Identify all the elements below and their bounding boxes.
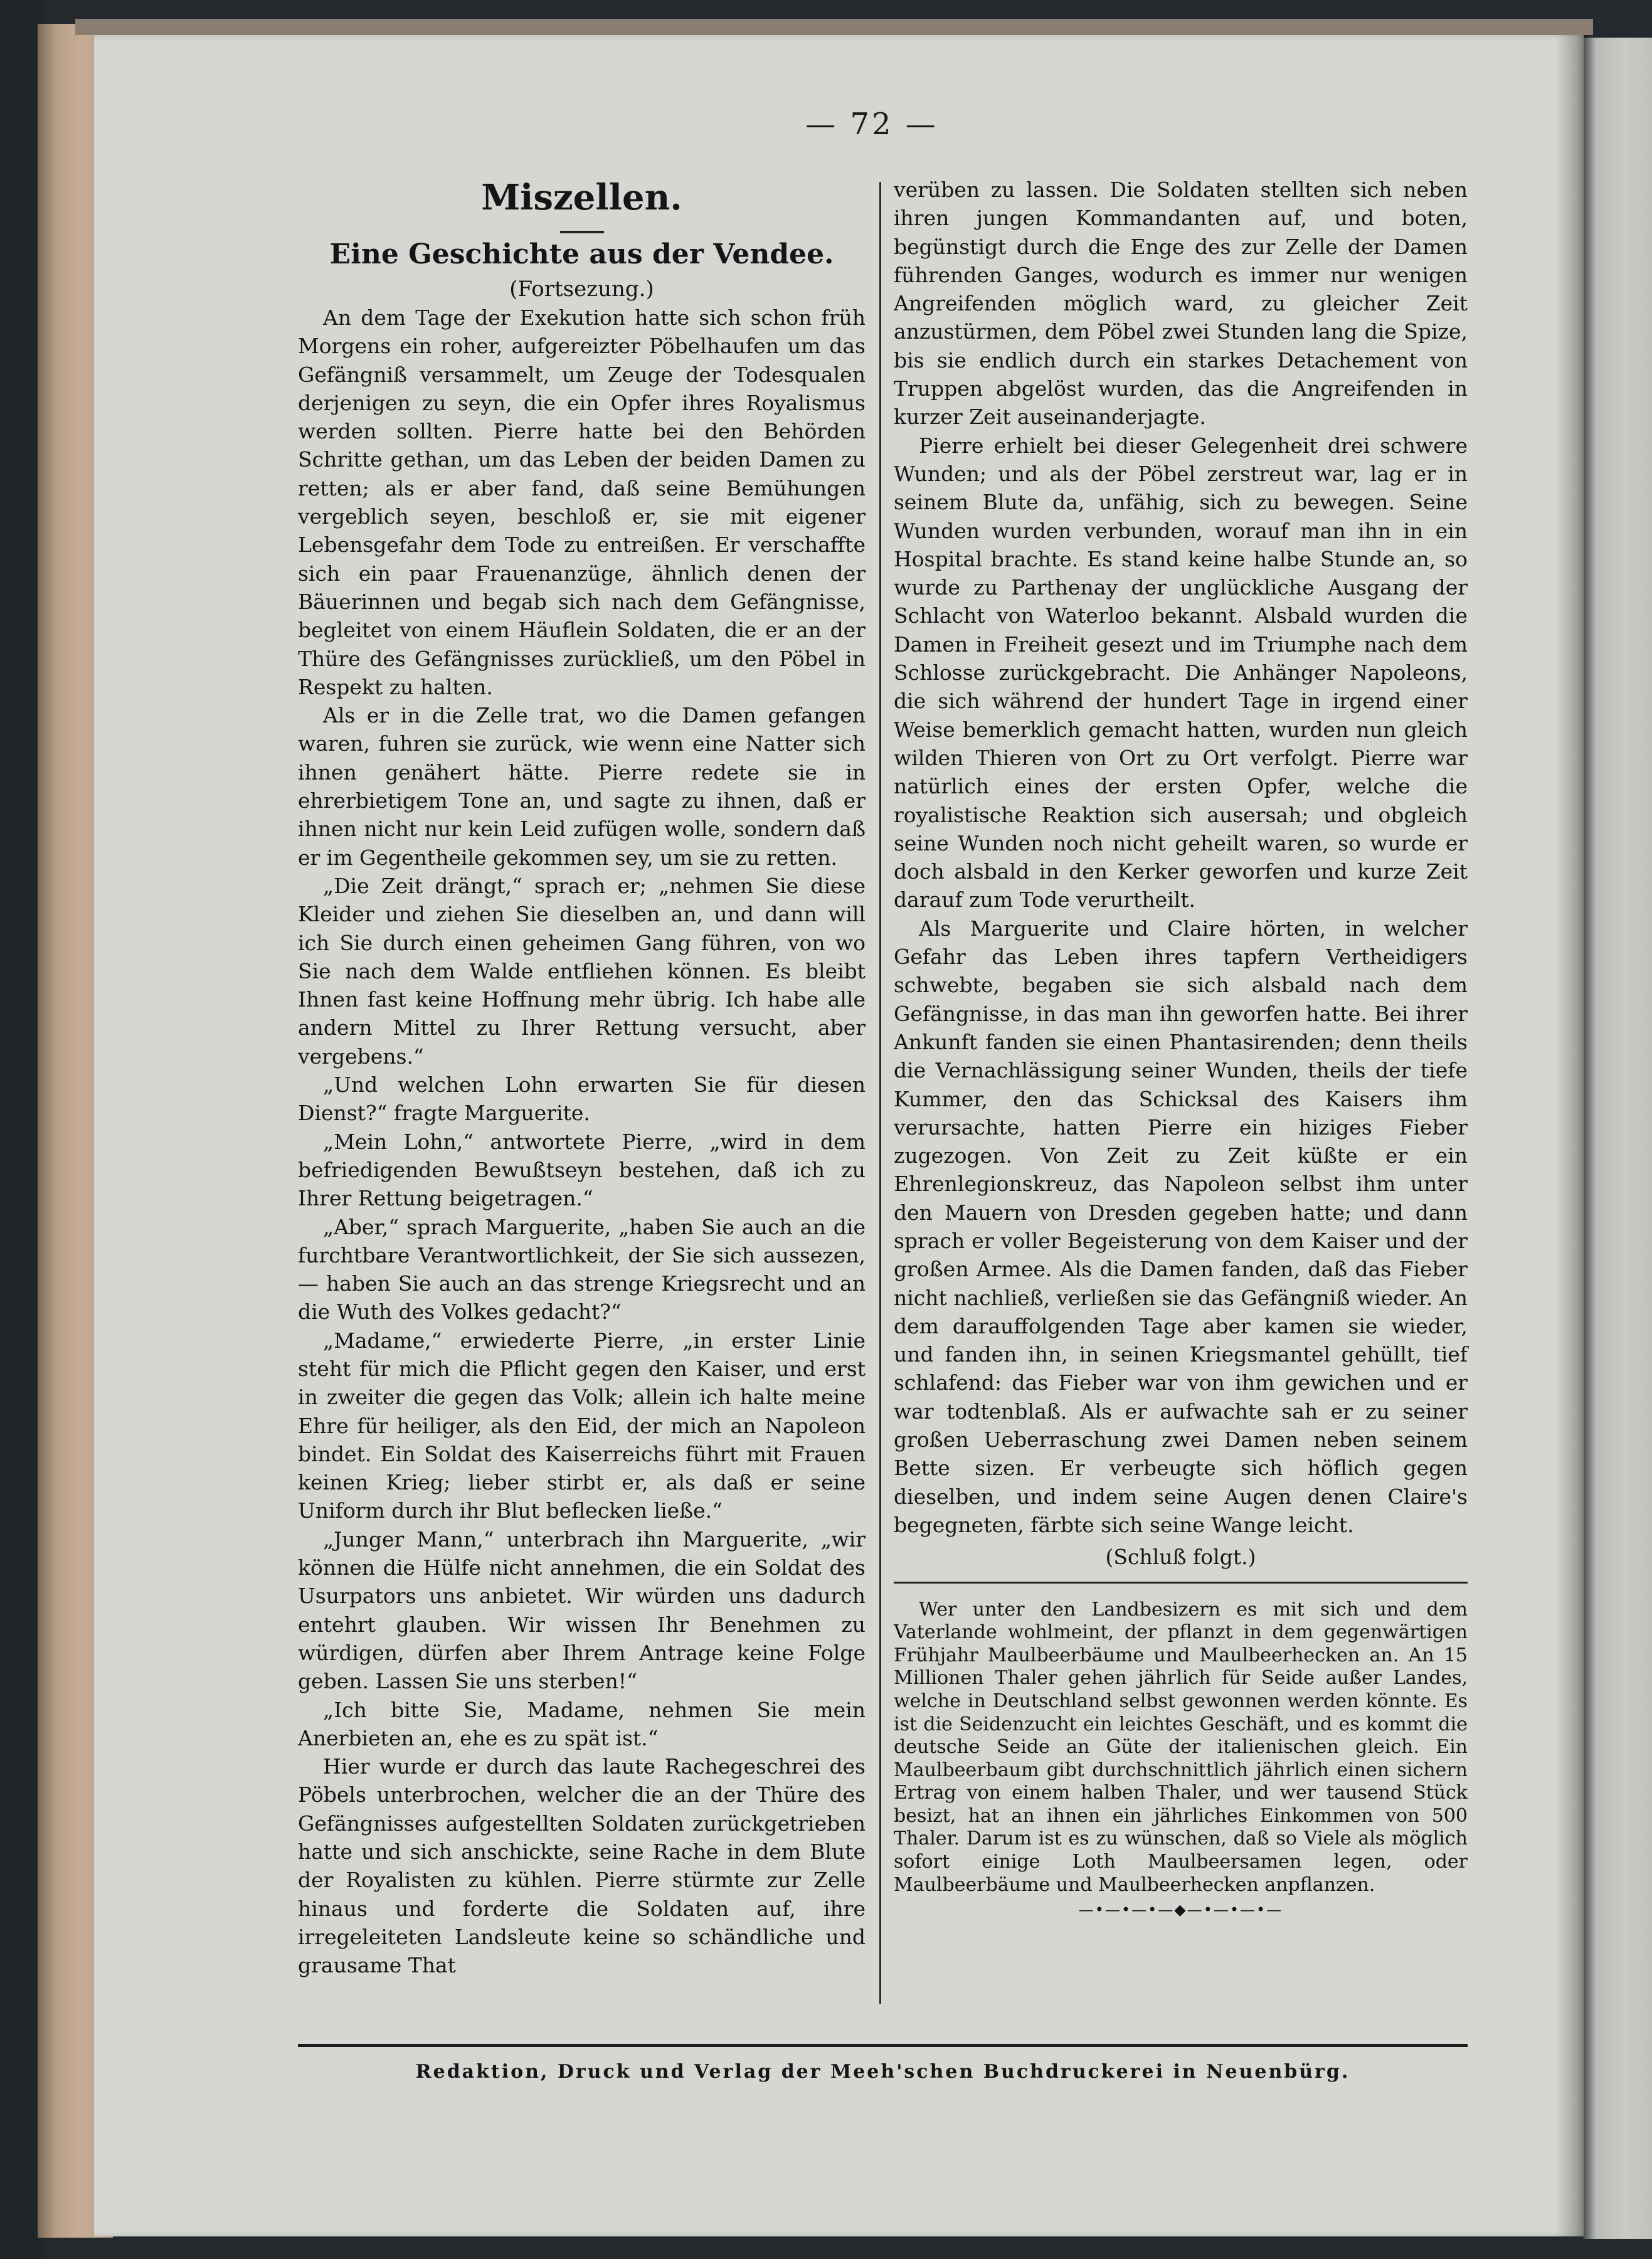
left-column	[298, 176, 866, 1980]
right-column	[894, 176, 1468, 1919]
paragraph: „Madame,“ erwiederte Pierre, „in erster Linie steht für mich die Pflicht gegen den Kaiser, und erst in zweiter die gegen das Volk; allein ich halte meine Ehre für heiliger, als den Eid, der mich an Napoleon bindet. Ein Soldat des Kaiserreichs führt mit Frauen keinen Krieg; lieber stirbt er, als daß er seine Uniform durch ihr Blut beflecken ließe.“	[298, 1328, 866, 1523]
paragraph: „Die Zeit drängt,“ sprach er; „nehmen Sie diese Kleider und ziehen Sie dieselben an, und dann will ich Sie durch einen geheimen Gang führen, von wo Sie nach dem Walde entfliehen können. Es bleibt Ihnen fast keine Hoffnung mehr übrig. Ich habe alle andern Mittel zu Ihrer Rettung versucht, aber vergebens.“	[298, 873, 866, 1069]
paragraph: „Mein Lohn,“ antwortete Pierre, „wird in dem befriedigenden Bewußtseyn bestehen, daß ich zu Ihrer Rettung beigetragen.“	[298, 1129, 866, 1211]
paragraph: verüben zu lassen. Die Soldaten stellten sich neben ihren jungen Kommandanten auf, und boten, begünstigt durch die Enge des zur Zelle der Damen führenden Ganges, wodurch es immer nur wenigen Angreifenden möglich ward, zu gleicher Zeit anzustürmen, dem Pöbel zwei Stunden lang die Spize, bis sie endlich durch ein starkes Detachement von Truppen abgelöst wurden, das die Angreifenden in kurzer Zeit auseinanderjagte.	[894, 177, 1468, 430]
story-subtitle: (Fortsezung.)	[509, 277, 654, 302]
notice-paragraph: Wer unter den Landbesizern es mit sich und dem Vaterlande wohlmeint, der pflanzt in dem gegenwärtigen Frühjahr Maulbeerbäume und Maulbeerhecken an. An 15 Millionen Thaler gehen jährlich für Seide außer Landes, welche in Deutschland selbst gewonnen werden könnte. Es ist die Seidenzucht ein leichtes Geschäft, und es kommt die deutsche Seide an Güte der italienischen gleich. Ein Maulbeerbaum gibt durchschnittlich jährlich einen sichern Ertrag von einem halben Thaler, und wer tausend Stück besizt, hat an ihnen ein jährliches Einkommen von 500 Thaler. Darum ist es zu wünschen, daß so Viele als möglich sofort einige Loth Maulbeersamen legen, oder Maulbeerbäume und Maulbeerhecken anpflanzen.	[894, 1598, 1468, 1896]
paragraph: „Junger Mann,“ unterbrach ihn Marguerite, „wir können die Hülfe nicht annehmen, die ein Soldat des Usurpators uns anbietet. Wir würden uns dadurch entehrt glauben. Wir wissen Ihr Benehmen zu würdigen, dürfen aber Ihrem Antrage keine Folge geben. Lassen Sie uns sterben!“	[298, 1526, 866, 1694]
page-top-edge	[75, 19, 1593, 35]
paragraph: Als Marguerite und Claire hörten, in welcher Gefahr das Leben ihres tapfern Vertheidigers schwebte, begaben sie sich alsbald nach dem Gefängnisse, in das man ihn geworfen hatte. Bei ihrer Ankunft fanden sie einen Phantasirenden; denn theils die Vernachlässigung seiner Wunden, theils der tiefe Kummer, den das Schicksal des Kaisers ihm verursachte, hatten Pierre ein hiziges Fieber zugezogen. Von Zeit zu Zeit küßte er ein Ehrenlegionskreuz, das Napoleon selbst ihm unter den Mauern von Dresden gegeben hatte; und dann sprach er voller Begeisterung von dem Kaiser und der großen Armee. Als die Damen fanden, daß das Fieber nicht nachließ, verließen sie das Gefängniß wieder. An dem darauffolgenden Tage aber kamen sie wieder, und fanden ihn, in seinen Kriegsmantel gehüllt, tief schlafend: das Fieber war von ihm gewichen und er war todtenblaß. Als er aufwachte sah er zu seiner großen Ueberraschung zwei Damen neben seinem Bette sizen. Er verbeugte sich höflich gegen dieselben, und indem seine Augen denen Claire's begegneten, färbte sich seine Wange leicht.	[894, 916, 1468, 1537]
section-rule	[894, 1582, 1468, 1584]
paragraph: „Aber,“ sprach Marguerite, „haben Sie auch an die furchtbare Verantwortlichkeit, der Sie sich aussezen, — haben Sie auch an das strenge Kriegsrecht und an die Wuth des Volkes gedacht?“	[298, 1214, 866, 1325]
page-number: — 72 —	[805, 107, 938, 142]
column-divider	[879, 182, 881, 2004]
paragraph: „Und welchen Lohn erwarten Sie für diesen Dienst?“ fragte Marguerite.	[298, 1072, 866, 1126]
story-title: Eine Geschichte aus der Vendee.	[329, 238, 834, 270]
paragraph: Als er in die Zelle trat, wo die Damen gefangen waren, fuhren sie zurück, wie wenn eine Natter sich ihnen genähert hätte. Pierre redete sie in ehrerbietigem Tone an, und sagte zu ihnen, daß er ihnen nicht nur kein Leid zufügen wolle, sondern daß er im Gegentheile gekommen sey, um sie zu retten.	[298, 703, 866, 870]
gutter-shadow	[1555, 35, 1587, 2236]
section-heading: Miszellen.	[481, 177, 682, 218]
continuation-note: (Schluß folgt.)	[1105, 1545, 1256, 1570]
paragraph: Hier wurde er durch das laute Rachegeschrei des Pöbels unterbrochen, welcher die an der Thüre des Gefängnisses aufgestellten Soldaten zurückgetrieben hatte und sich anschickte, seine Rache in dem Blute der Royalisten zu kühlen. Pierre stürmte zur Zelle hinaus und forderte die Soldaten auf, ihre irregeleiteten Landsleute keine so schändliche und grausame That	[298, 1754, 866, 1978]
ornament-rule: —•—•—•—◆—•—•—•—	[1078, 1901, 1283, 1919]
next-page-edge	[1584, 38, 1652, 2239]
title-rule	[560, 231, 604, 233]
paragraph: Pierre erhielt bei dieser Gelegenheit drei schwere Wunden; und als der Pöbel zerstreut war, lag er in seinem Blute da, unfähig, sich zu bewegen. Seine Wunden wurden verbunden, worauf man ihn in ein Hospital brachte. Es stand keine halbe Stunde an, so wurde zu Parthenay der unglückliche Ausgang der Schlacht von Waterloo bekannt. Alsbald wurden die Damen in Freiheit gesezt und im Triumphe nach dem Schlosse zurückgebracht. Die Anhänger Napoleons, die sich während der hundert Tage in irgend einer Weise bemerklich gemacht hatten, wurden nun gleich wilden Thieren von Ort zu Ort verfolgt. Pierre war natürlich eines der ersten Opfer, welche die royalistische Reaktion sich ausersah; und obgleich seine Wunden noch nicht geheilt waren, so wurde er doch alsbald in den Kerker geworfen und kurze Zeit darauf zum Tode verurtheilt.	[894, 433, 1468, 913]
paragraph: „Ich bitte Sie, Madame, nehmen Sie mein Anerbieten an, ehe es zu spät ist.“	[298, 1697, 866, 1750]
footer-rule	[298, 2044, 1468, 2047]
paragraph: An dem Tage der Exekution hatte sich schon früh Morgens ein roher, aufgereizter Pöbelhaufen um das Gefängniß versammelt, um Zeuge der Todesqualen derjenigen zu seyn, die ein Opfer ihres Royalismus werden sollten. Pierre hatte bei den Behörden Schritte gethan, um das Leben der beiden Damen zu retten; als er aber fand, daß seine Bemühungen vergeblich seyen, beschloß er, sie mit eigener Lebensgefahr dem Tode zu entreißen. Er verschaffte sich ein paar Frauenanzüge, ähnlich denen der Bäuerinnen und begab sich nach dem Gefängnisse, begleitet von einem Häuflein Soldaten, die er an der Thüre des Gefängnisses zurückließ, um den Pöbel in Respekt zu halten.	[298, 305, 866, 699]
imprint-footer: Redaktion, Druck und Verlag der Meeh'schen Buchdruckerei in Neuenbürg.	[415, 2061, 1350, 2083]
